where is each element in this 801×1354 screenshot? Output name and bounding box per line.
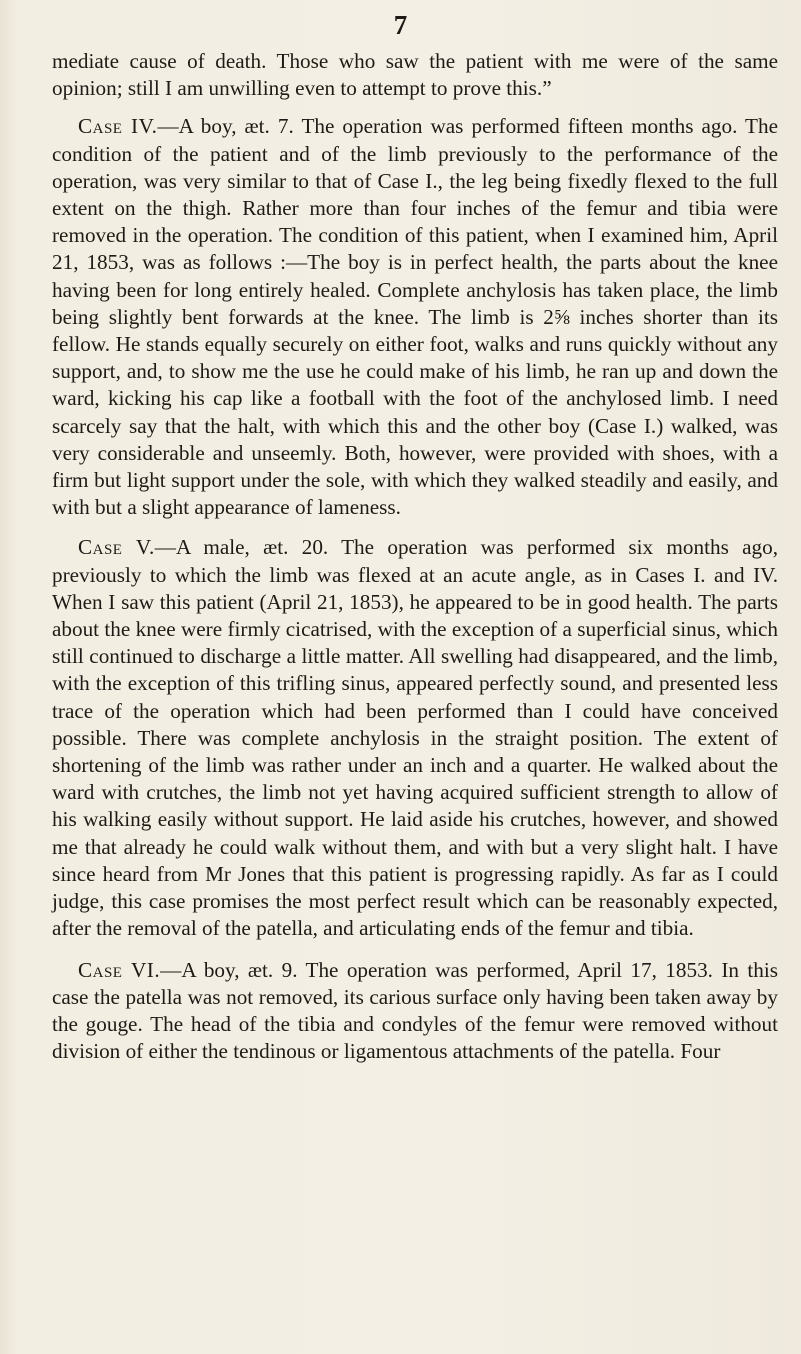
paragraph-text: mediate cause of death. Those who saw the patient with me were of the same opinion; still I am unwilling even to attempt to prove this.”: [52, 49, 778, 101]
case-label: Case VI.: [78, 957, 161, 982]
paragraph-case-vi: [52, 957, 778, 1066]
paragraph-case-iv: [52, 113, 778, 521]
paragraph-text: —A boy, æt. 9. The operation was performed, April 17, 1853. In this case the patella was not removed, its carious surface only having been taken away by the gouge. The head of the tibia and condyles of the femur were removed without division of either the tendinous or ligamentous attachments of the patella. Four: [52, 957, 778, 1064]
paragraph-continuation: [52, 48, 778, 102]
page-number: 7: [393, 10, 408, 40]
paragraph-text: —A male, æt. 20. The operation was performed six months ago, previously to which the limb was flexed at an acute angle, as in Cases I. and IV. When I saw this patient (April 21, 1853), he appeared to be in good health. The parts about the knee were firmly cicatrised, with the exception of a superficial sinus, which still continued to discharge a little matter. All swelling had disappeared, and the limb, with the exception of this trifling sinus, appeared perfectly sound, and presented less trace of the operation which had been performed than I could have conceived possible. There was complete anchylosis in the straight position. The extent of shortening of the limb was rather under an inch and a quarter. He walked about the ward with crutches, the limb not yet having acquired sufficient strength to allow of his walking easily without support. He laid aside his crutches, however, and showed me that already he could walk without them, and with but a very slight halt. I have since heard from Mr Jones that this patient is progressing rapidly. As far as I could judge, this case promises the most perfect result which can be reasonably expected, after the removal of the patella, and articulating ends of the femur and tibia.: [52, 535, 779, 941]
case-label: Case V.: [78, 535, 155, 560]
case-label: Case IV.: [78, 114, 158, 139]
paragraph-case-v: [52, 534, 778, 942]
body-text: [52, 48, 778, 1065]
paragraph-text: —A boy, æt. 7. The operation was performed fifteen months ago. The condition of the patient and of the limb previously to the performance of the operation, was very similar to that of Case I., the leg being fixedly flexed to the full extent on the thigh. Rather more than four inches of the femur and tibia were removed in the operation. The condition of this patient, when I examined him, April 21, 1853, was as follows :—The boy is in perfect health, the parts about the knee having been for long entirely healed. Complete anchylosis has taken place, the limb being slightly bent forwards at the knee. The limb is 2⅝ inches shorter than its fellow. He stands equally securely on either foot, walks and runs quickly without any support, and, to show me the use he could make of his limb, he ran up and down the ward, kicking his cap like a football with the foot of the anchylosed limb. I need scarcely say that the halt, with which this and the other boy (Case I.) walked, was very considerable and unseemly. Both, however, were provided with shoes, with a firm but light support under the sole, with which they walked steadily and easily, and with but a slight appearance of lameness.: [52, 114, 779, 520]
